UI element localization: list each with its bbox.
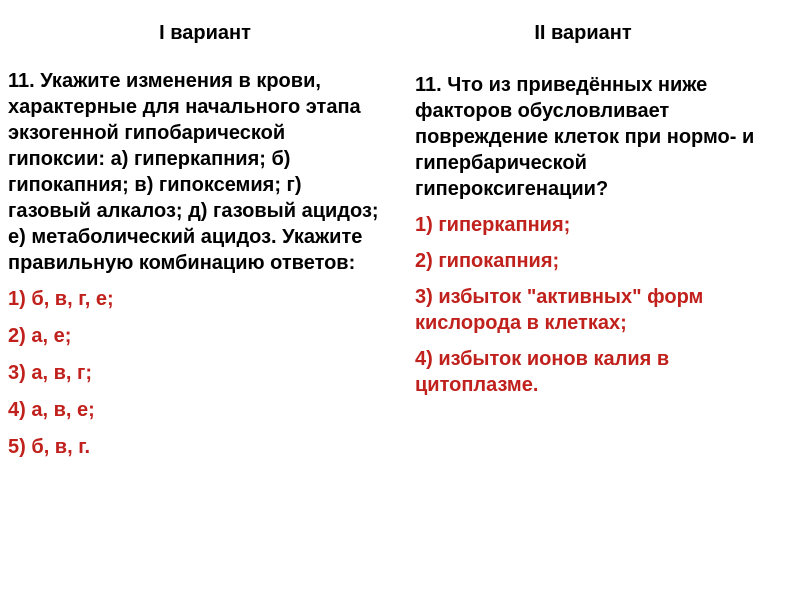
variant-2-column bbox=[415, 68, 775, 408]
variant-1-answer-list bbox=[8, 286, 380, 460]
variant-1-answer-4: 4) а, в, е; bbox=[8, 399, 95, 421]
variant-2-answer-list bbox=[415, 212, 775, 398]
variant-2-answer-1: 1) гиперкапния; bbox=[415, 214, 571, 236]
variant-2-answer-2: 2) гипокапния; bbox=[415, 250, 560, 272]
variant-1-answer-2: 2) а, е; bbox=[8, 325, 72, 347]
variant-1-question: 11. Укажите изменения в крови, характерные для начального этапа экзогенной гипобарической гипоксии: а) гиперкапния; б) гипокапния; в) гипоксемия; г) газовый алкалоз; д) газовый ацидоз; е) метаболический ацидоз. Укажите правильную комбинацию ответов: bbox=[8, 70, 379, 274]
variant-2-question: 11. Что из приведённых ниже факторов обусловливает повреждение клеток при нормо- и гипербарической гипероксигенации? bbox=[415, 74, 755, 200]
variant-1-answer-1: 1) б, в, г, е; bbox=[8, 288, 114, 310]
variant-1-column bbox=[8, 68, 380, 471]
variant-2-header: II вариант bbox=[534, 22, 632, 44]
variant-2-answer-3: 3) избыток "активных" форм кислорода в клетках; bbox=[415, 286, 704, 334]
variant-2-answer-4: 4) избыток ионов калия в цитоплазме. bbox=[415, 348, 670, 396]
variant-1-header: I вариант bbox=[159, 22, 251, 44]
variant-1-answer-3: 3) а, в, г; bbox=[8, 362, 92, 384]
variant-1-answer-5: 5) б, в, г. bbox=[8, 436, 91, 458]
